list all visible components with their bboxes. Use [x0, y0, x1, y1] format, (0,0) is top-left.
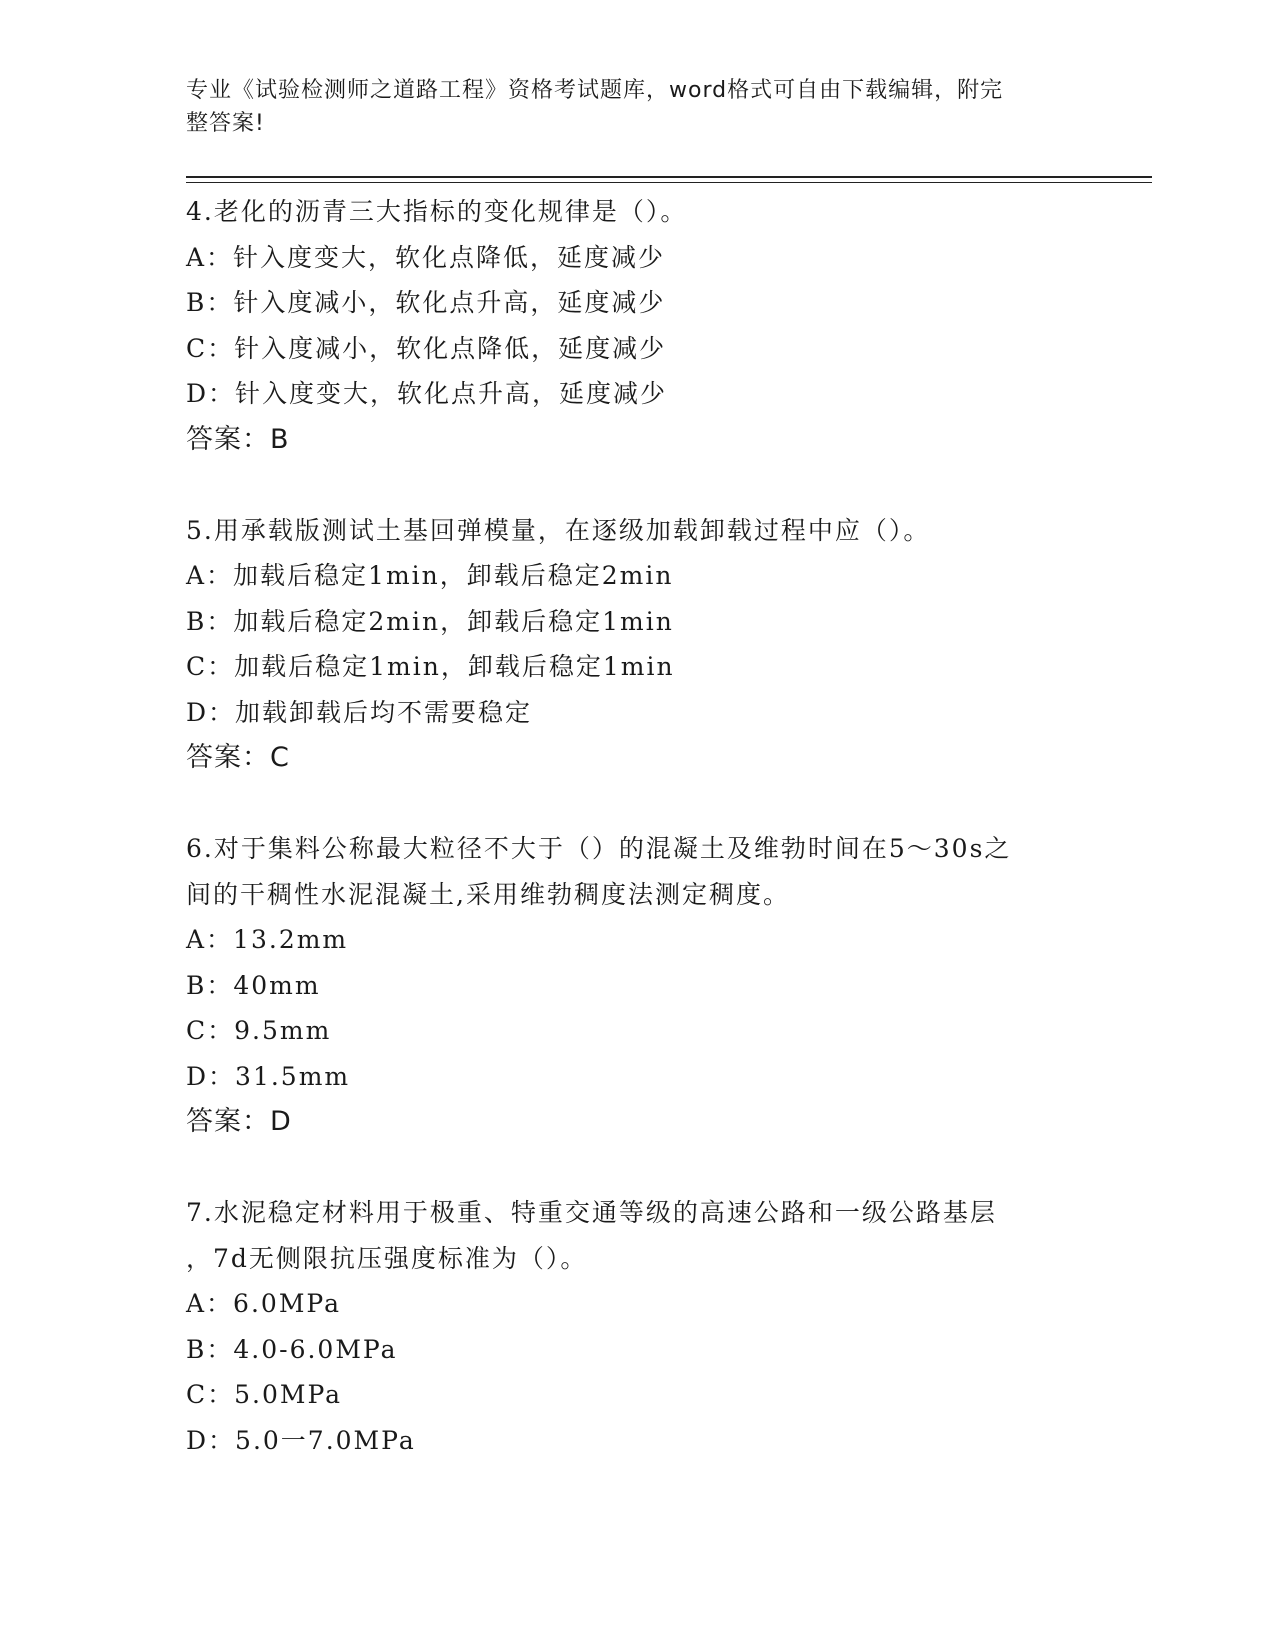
- header-rule-thin: [186, 182, 1152, 183]
- spacer: [186, 781, 1086, 827]
- option-a: A：6.0MPa: [186, 1289, 342, 1318]
- question-5: [186, 508, 1086, 781]
- question-6: [186, 826, 1086, 1145]
- answer: 答案：C: [186, 742, 290, 773]
- question-stem-line-1: 6.对于集料公称最大粒径不大于（）的混凝土及维勃时间在5～30s之: [186, 834, 1012, 863]
- answer: 答案：B: [186, 423, 290, 455]
- option-c: C：5.0MPa: [186, 1380, 343, 1409]
- question-4: [186, 189, 1086, 462]
- option-d: D：针入度变大，软化点升高，延度减少: [186, 379, 668, 408]
- question-stem-line-2: ，7d无侧限抗压强度标准为（）。: [186, 1243, 588, 1273]
- document-header: [186, 74, 1066, 140]
- option-a: A：13.2mm: [186, 925, 349, 954]
- spacer: [186, 1145, 1086, 1191]
- option-d: D：31.5mm: [186, 1061, 351, 1091]
- question-stem: 5.用承载版测试土基回弹模量，在逐级加载卸载过程中应（）。: [186, 515, 931, 545]
- option-b: B：4.0-6.0MPa: [186, 1334, 398, 1364]
- header-rule-thick: [186, 176, 1152, 178]
- answer: 答案：D: [186, 1106, 292, 1137]
- header-line-1: 专业《试验检测师之道路工程》资格考试题库，word格式可自由下载编辑，附完: [186, 78, 1004, 103]
- option-d: D：5.0一7.0MPa: [186, 1425, 416, 1455]
- option-a: A：加载后稳定1min，卸载后稳定2min: [186, 561, 674, 590]
- question-list: [186, 189, 1086, 1463]
- header-line-2: 整答案!: [186, 111, 265, 136]
- option-c: C：加载后稳定1min，卸载后稳定1min: [186, 652, 675, 681]
- spacer: [186, 462, 1086, 508]
- option-c: C：9.5mm: [186, 1016, 332, 1045]
- option-b: B：针入度减小，软化点升高，延度减少: [186, 288, 666, 317]
- option-b: B：加载后稳定2min，卸载后稳定1min: [186, 606, 674, 636]
- question-stem-line-2: 间的干稠性水泥混凝土,采用维勃稠度法测定稠度。: [186, 879, 790, 909]
- option-b: B：40mm: [186, 970, 321, 1000]
- question-7: [186, 1190, 1086, 1463]
- question-stem-line-1: 7.水泥稳定材料用于极重、特重交通等级的高速公路和一级公路基层: [186, 1198, 997, 1227]
- option-d: D：加载卸载后均不需要稳定: [186, 697, 533, 727]
- option-a: A：针入度变大，软化点降低，延度减少: [186, 242, 666, 272]
- option-c: C：针入度减小，软化点降低，延度减少: [186, 333, 667, 363]
- question-stem: 4.老化的沥青三大指标的变化规律是（）。: [186, 197, 688, 226]
